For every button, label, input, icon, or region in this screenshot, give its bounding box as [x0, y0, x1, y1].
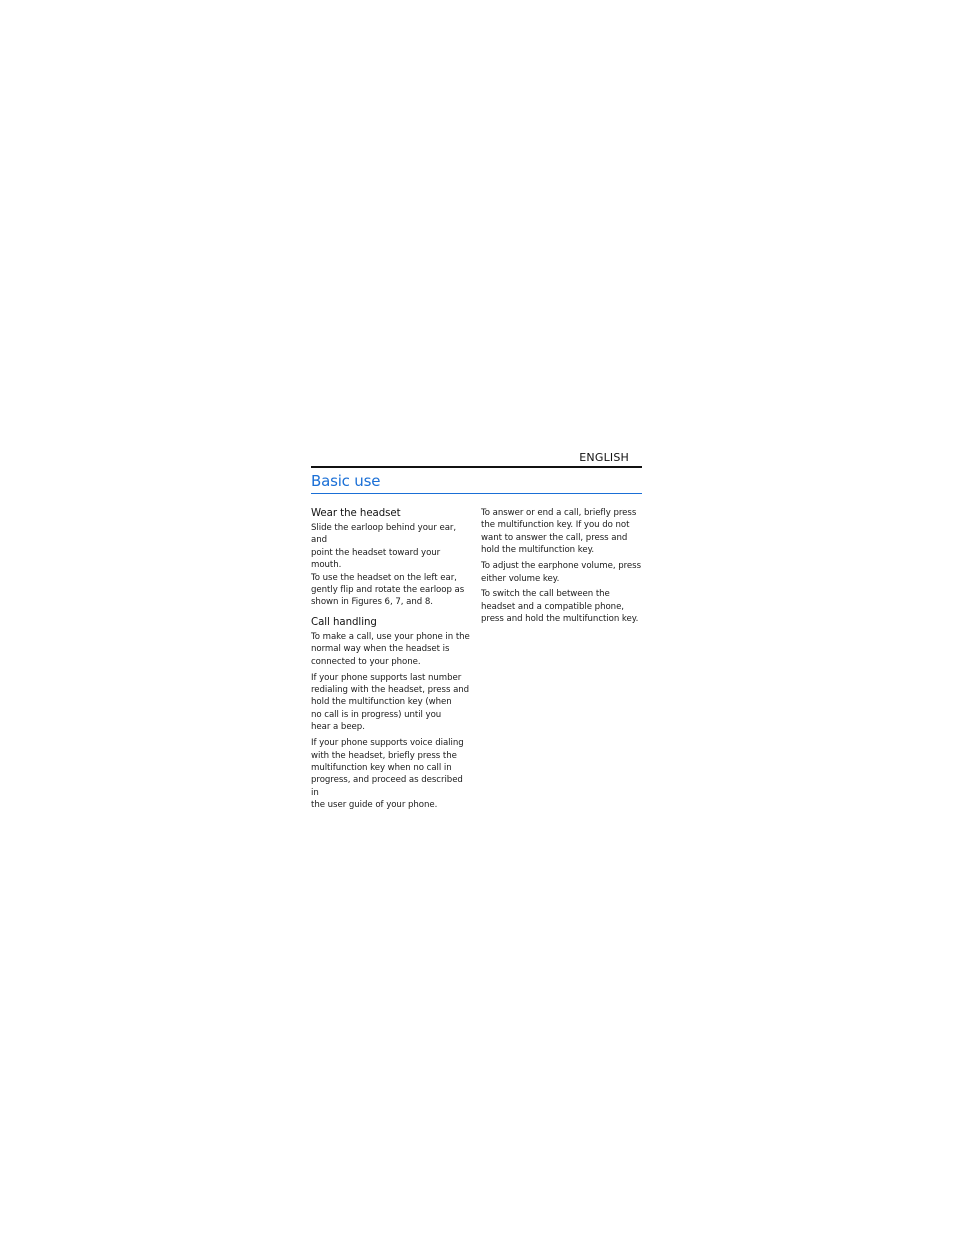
- volume-paragraph: To adjust the earphone volume, press either volume key.: [481, 561, 641, 584]
- left-column: [311, 507, 473, 815]
- title-underline: [311, 493, 642, 494]
- answer-call-paragraph: To answer or end a call, briefly press the multifunction key. If you do not want to answer the call, press and hold the multifunction key.: [481, 508, 637, 556]
- right-column: [481, 507, 642, 629]
- header-rule: [311, 466, 642, 468]
- wear-headset-heading: Wear the headset: [311, 508, 401, 519]
- make-call-paragraph: To make a call, use your phone in the normal way when the headset is connected to your phone.: [311, 631, 470, 667]
- page-title: Basic use: [311, 472, 381, 490]
- language-label: ENGLISH: [579, 451, 629, 464]
- redial-paragraph: If your phone supports last number redialing with the headset, press and hold the multifunction key (when no call is in progress) until you hear a beep.: [311, 672, 470, 733]
- wear-headset-paragraph: Slide the earloop behind your ear, and point the headset toward your mouth. To use the headset on the left ear, gently flip and rotate the earloop as shown in Figures 6, 7, and 8.: [311, 523, 465, 608]
- voice-dial-paragraph: If your phone supports voice dialing with the headset, briefly press the multifunction key when no call in progress, and proceed as described in the user guide of your phone.: [311, 738, 464, 811]
- switch-call-paragraph: To switch the call between the headset and a compatible phone, press and hold the multifunction key.: [481, 589, 639, 625]
- call-handling-heading: Call handling: [311, 616, 377, 628]
